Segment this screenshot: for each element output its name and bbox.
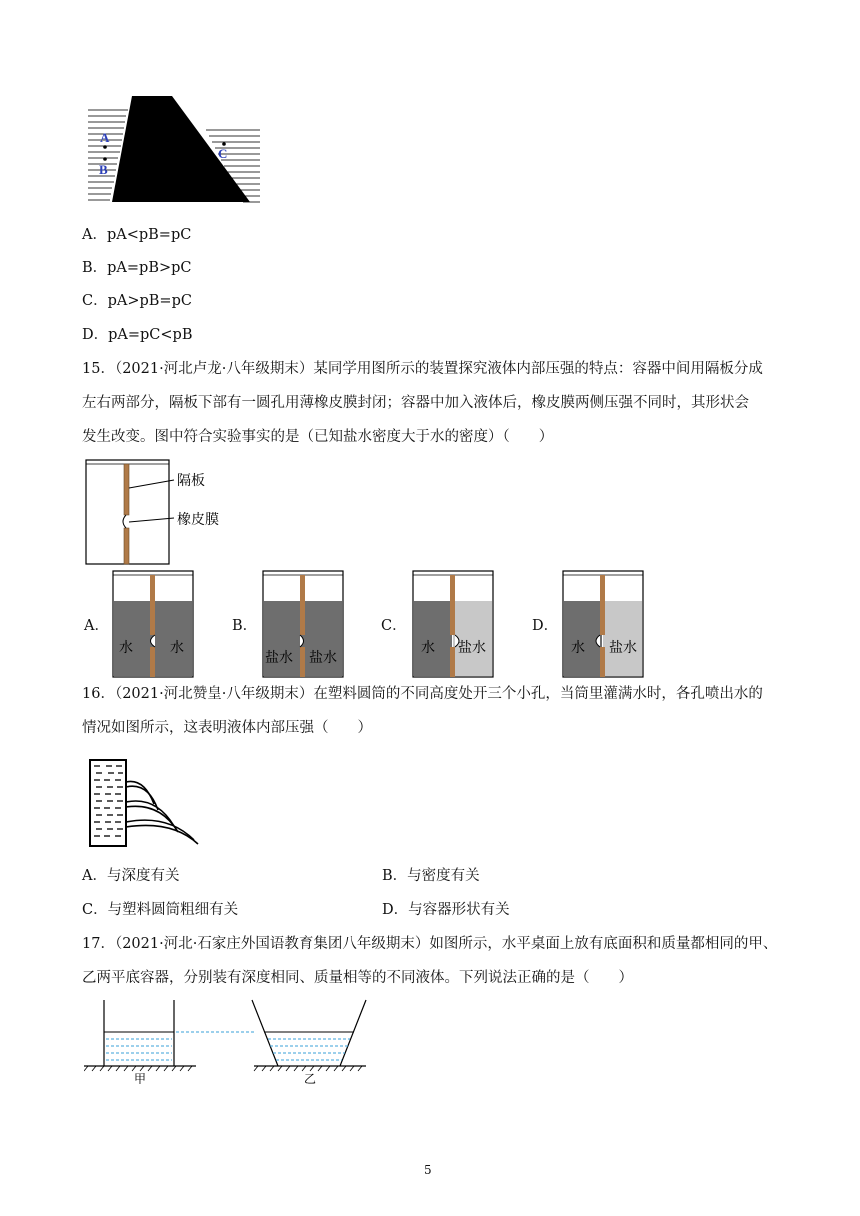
q15-a-right-liquid: 水 [170,640,184,656]
membrane-label: 橡皮膜 [177,512,219,528]
q16-line-1: 16．（2021·河北赞皇·八年级期末）在塑料圆筒的不同高度处开三个小孔，当筒里灌满水时，各孔喷出水的 [82,686,763,702]
point-c-label: C [218,146,228,161]
q14-option-a: A．pA<pB=pC [82,227,192,243]
q16-option-c: C．与塑料圆筒粗细有关 [82,902,239,918]
q15-a-left-liquid: 水 [119,640,133,656]
q15-line-3: 发生改变。图中符合实验事实的是（已知盐水密度大于水的密度）（ ） [82,429,554,445]
q15-option-b-figure [262,570,344,678]
q15-c-right-liquid: 盐水 [458,640,486,656]
water-jets-figure [86,752,206,848]
partition-label: 隔板 [177,473,205,489]
q14-option-c: C．pA>pB=pC [82,293,192,309]
q16-option-a: A．与深度有关 [82,868,180,884]
q15-option-a-figure [112,570,194,678]
container-jia-label: 甲 [134,1072,147,1084]
point-a-label: A [100,130,110,145]
q16-line-2: 情况如图所示，这表明液体内部压强（ ） [82,720,372,736]
container-yi-label: 乙 [304,1072,317,1084]
q15-option-d-figure [562,570,644,678]
q15-line-2: 左右两部分，隔板下部有一圆孔用薄橡皮膜封闭；容器中加入液体后，橡皮膜两侧压强不同时，其形状会 [82,395,749,411]
q15-b-right-liquid: 盐水 [309,650,337,666]
q15-option-a-letter: A． [84,618,109,634]
q17-line-1: 17．（2021·河北·石家庄外国语教育集团八年级期末）如图所示，水平桌面上放有底面积和质量都相同的甲、 [82,936,778,952]
q15-d-right-liquid: 盐水 [609,640,637,656]
q16-option-d: D．与容器形状有关 [382,902,510,918]
partition-device-figure [84,458,234,566]
q14-option-b: B．pA=pB>pC [82,260,192,276]
q14-option-d: D．pA=pC<pB [82,327,193,343]
q15-option-c-figure [412,570,494,678]
dam-figure [88,96,264,204]
point-b-label: B [99,162,108,177]
q15-c-left-liquid: 水 [421,640,435,656]
q15-line-1: 15．（2021·河北卢龙·八年级期末）某同学用图所示的装置探究液体内部压强的特点：容器中间用隔板分成 [82,361,763,377]
q17-line-2: 乙两平底容器，分别装有深度相同、质量相等的不同液体。下列说法正确的是（ ） [82,970,633,986]
two-containers-figure [84,998,374,1084]
q15-option-c-letter: C． [381,618,407,634]
q16-option-b: B．与密度有关 [382,868,480,884]
q15-d-left-liquid: 水 [571,640,585,656]
page-number: 5 [424,1163,432,1177]
q15-option-d-letter: D． [532,618,559,634]
q15-b-left-liquid: 盐水 [265,650,293,666]
q15-option-b-letter: B． [232,618,258,634]
